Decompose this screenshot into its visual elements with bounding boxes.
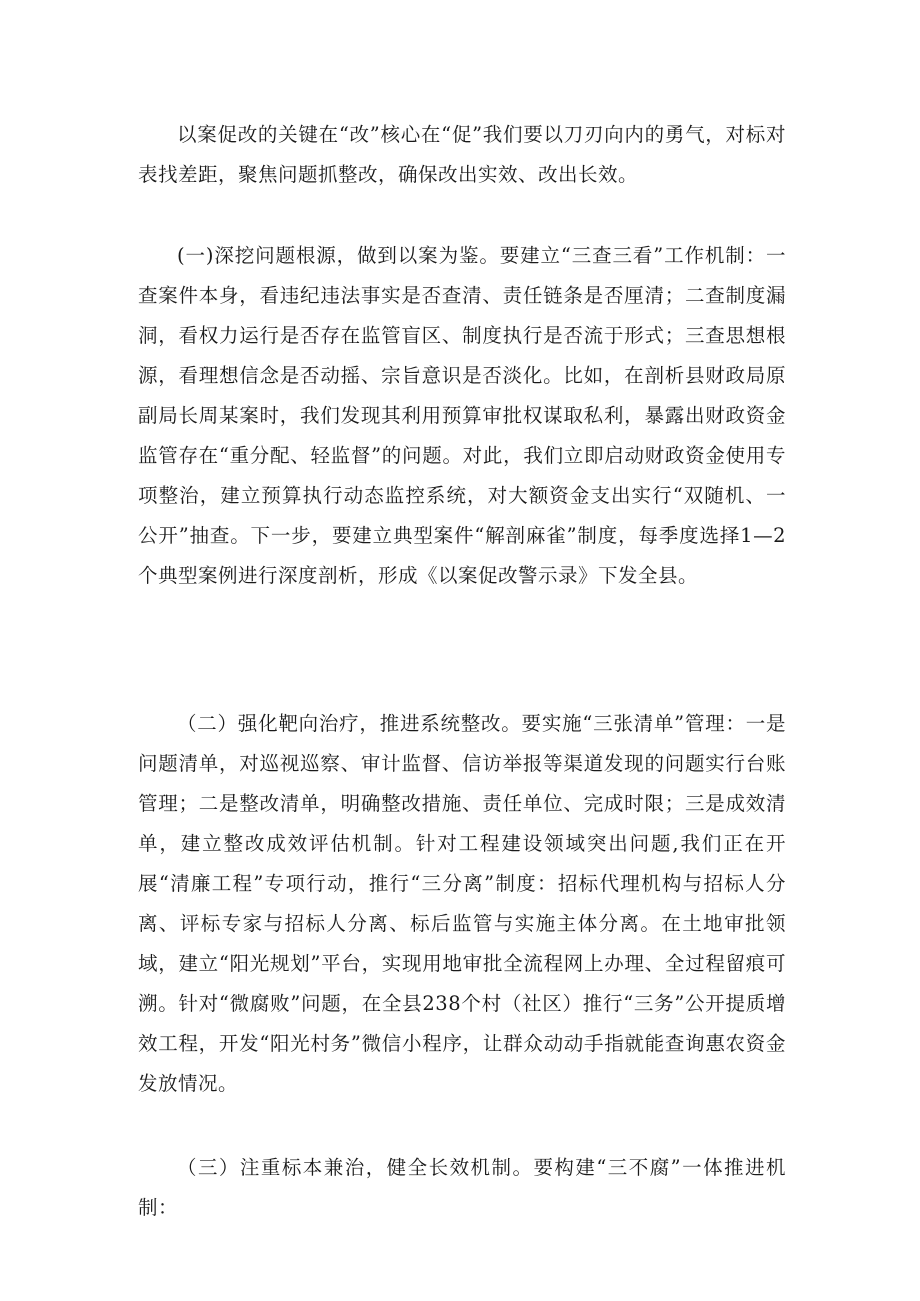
paragraph-section-2: （二）强化靶向治疗，推进系统整改。要实施“三张清单”管理：一是问题清单，对巡视巡察、审计监督、信访举报等渠道发现的问题实行台账管理；二是整改清单，明确整改措施、责任单位、完成时限；三是成效清单，建立整改成效评估机制。针对工程建设领域突出问题,我们正在开展“清廉工程”专项行动，推行“三分离”制度：招标代理机构与招标人分离、评标专家与招标人分离、标后监管与实施主体分离。在土地审批领域，建立“阳光规划”平台，实现用地审批全流程网上办理、全过程留痕可溯。针对“微腐败”问题，在全县238个村（社区）推行“三务”公开提质增效工程，开发“阳光村务”微信小程序，让群众动动手指就能查询惠农资金发放情况。 [138, 712, 786, 1095]
paragraph-section-1: (一)深挖问题根源，做到以案为鉴。要建立“三查三看”工作机制：一查案件本身，看违纪违法事实是否查清、责任链条是否厘清；二查制度漏洞，看权力运行是否存在监管盲区、制度执行是否流于形式；三查思想根源，看理想信念是否动摇、宗旨意识是否淡化。比如，在剖析县财政局原副局长周某案时，我们发现其利用预算审批权谋取私利，暴露出财政资金监管存在“重分配、轻监督”的问题。对此，我们立即启动财政资金使用专项整治，建立预算执行动态监控系统，对大额资金支出实行“双随机、一公开”抽查。下一步，要建立典型案件“解剖麻雀”制度，每季度选择1—2个典型案例进行深度剖析，形成《以案促改警示录》下发全县。 [138, 244, 786, 587]
paragraph-intro: 以案促改的关键在“改”核心在“促”我们要以刀刃向内的勇气，对标对表找差距，聚焦问题抓整改，确保改出实效、改出长效。 [138, 123, 786, 186]
paragraph-section-3: （三）注重标本兼治，健全长效机制。要构建“三不腐”一体推进机制： [138, 1156, 786, 1219]
